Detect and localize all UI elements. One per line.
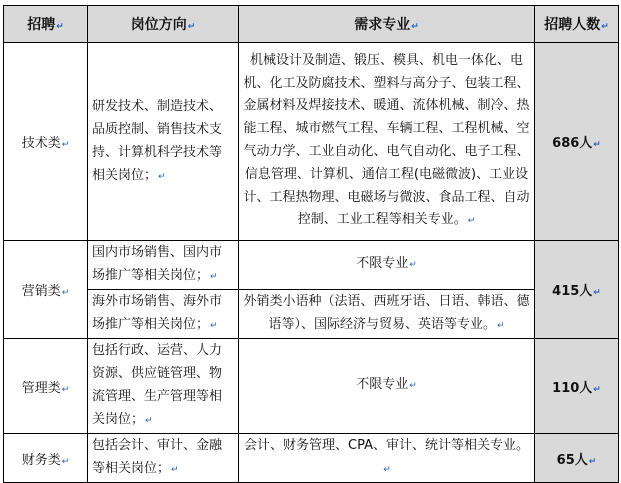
paragraph-mark-icon: ↵ (158, 171, 166, 182)
header-category: 招聘↵ (4, 6, 88, 43)
recruitment-table (3, 5, 619, 483)
table-row-management (4, 339, 619, 434)
header-major: 需求专业↵ (239, 6, 535, 43)
major-cell-sales-domestic: 不限专业↵ (239, 241, 535, 290)
paragraph-mark-icon: ↵ (210, 272, 218, 282)
paragraph-mark-icon: ↵ (588, 456, 597, 467)
paragraph-mark-icon: ↵ (593, 288, 601, 298)
paragraph-mark-icon: ↵ (61, 140, 70, 150)
category-cell-sales: 营销类↵ (4, 241, 88, 339)
category-cell-tech: 技术类↵ (4, 43, 88, 241)
paragraph-mark-icon: ↵ (61, 384, 70, 395)
count-cell-management: 110人↵ (535, 339, 619, 434)
category-cell-management: 管理类↵ (4, 339, 88, 434)
count-cell-tech: 686人↵ (535, 43, 619, 241)
category-cell-finance: 财务类↵ (4, 434, 88, 483)
paragraph-mark-icon: ↵ (409, 260, 417, 271)
paragraph-mark-icon: ↵ (61, 456, 70, 467)
major-cell-finance: 会计、财务管理、CPA、审计、统计等相关专业。↵ (239, 434, 535, 483)
table-row-tech (4, 43, 619, 241)
major-cell-sales-overseas: 外销类小语种（法语、西班牙语、日语、韩语、德语等）、国际经济与贸易、英语等专业。↵ (239, 290, 535, 339)
paragraph-mark-icon: ↵ (593, 140, 601, 150)
paragraph-mark-icon: ↵ (187, 22, 196, 32)
paragraph-mark-icon: ↵ (145, 416, 153, 426)
direction-cell-tech: 研发技术、制造技术、品质控制、销售技术支持、计算机科学技术等相关岗位；↵ (88, 43, 239, 241)
paragraph-mark-icon: ↵ (601, 22, 609, 32)
count-cell-finance: 65人↵ (535, 434, 619, 483)
header-direction: 岗位方向↵ (88, 6, 239, 43)
table-row-finance (4, 434, 619, 483)
paragraph-mark-icon: ↵ (496, 320, 505, 331)
paragraph-mark-icon: ↵ (383, 464, 391, 475)
table-header-row (4, 6, 619, 43)
paragraph-mark-icon: ↵ (171, 465, 179, 475)
paragraph-mark-icon: ↵ (210, 321, 218, 331)
direction-cell-sales-overseas: 海外市场销售、海外市场推广等相关岗位；↵ (88, 290, 239, 339)
paragraph-mark-icon: ↵ (467, 216, 476, 227)
table-row-sales-overseas (4, 290, 619, 339)
header-count: 招聘人数↵ (535, 6, 619, 43)
direction-cell-sales-domestic: 国内市场销售、国内市场推广等相关岗位；↵ (88, 241, 239, 290)
major-cell-tech: 机械设计及制造、锻压、模具、机电一体化、电机、化工及防腐技术、塑料与高分子、包装工程、金属材料及焊接技术、暖通、流体机械、制冷、热能工程、城市燃气工程、车辆工程、工程机械、空气动力学、工业自动化、电气自动化、电子工程、信息管理、计算机、通信工程(电磁微波)、工业设计、工程热物理、电磁场与微波、食品工程、自动控制、工业工程等相关专业。↵ (239, 43, 535, 241)
table-row-sales-domestic (4, 241, 619, 290)
direction-cell-management: 包括行政、运营、人力资源、供应链管理、物流管理、生产管理等相关岗位；↵ (88, 339, 239, 434)
paragraph-mark-icon: ↵ (593, 384, 601, 395)
major-cell-management: 不限专业↵ (239, 339, 535, 434)
paragraph-mark-icon: ↵ (56, 22, 64, 32)
paragraph-mark-icon: ↵ (409, 381, 417, 392)
direction-cell-finance: 包括会计、审计、金融等相关岗位；↵ (88, 434, 239, 483)
paragraph-mark-icon: ↵ (411, 22, 419, 32)
count-cell-sales: 415人↵ (535, 241, 619, 339)
paragraph-mark-icon: ↵ (61, 288, 70, 298)
